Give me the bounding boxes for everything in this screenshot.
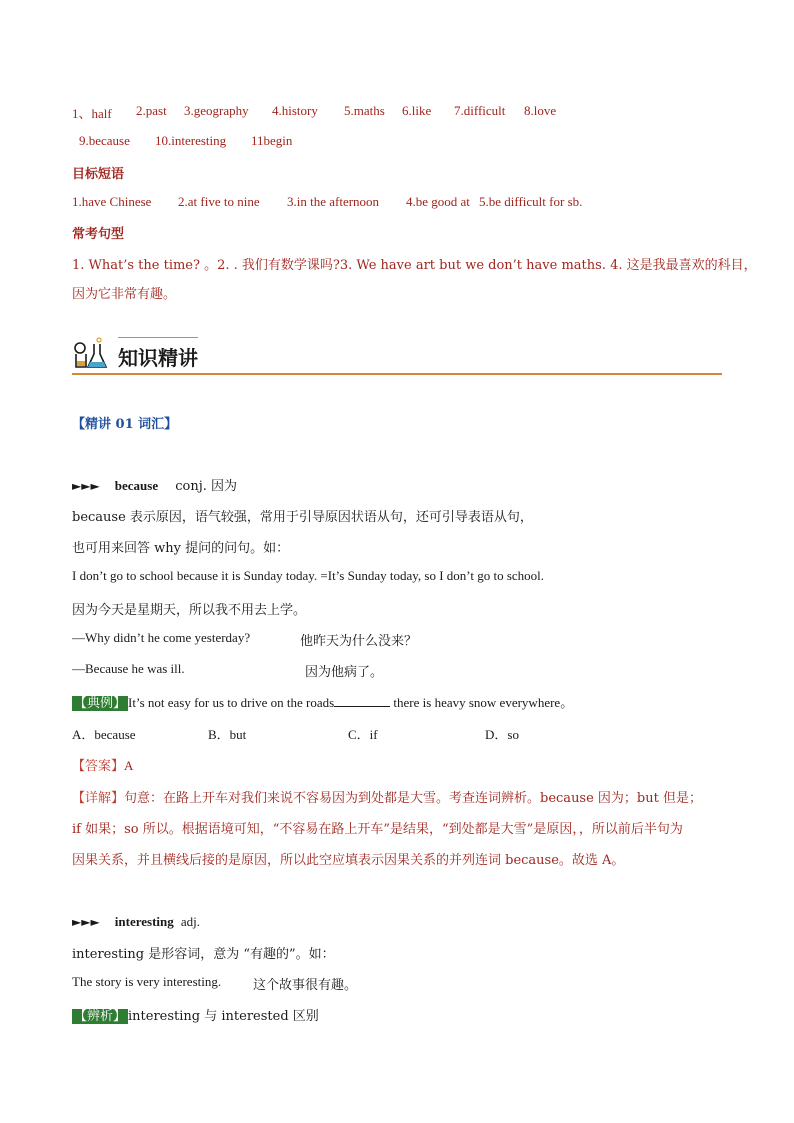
dialogue-line-2: —Because he was ill. [72,661,185,676]
option-b: B．but [208,727,247,742]
example-tag: 【典例】 [74,696,127,711]
detail-line-1 [72,787,702,806]
sentences-line-1: 1. What’s the time? 。2. . 我们有数学课吗?3. We have art but we don’t have maths. 4. 这是我最喜欢的科目， [72,258,757,273]
word-item: 8.love [524,103,557,118]
answer-tag: 【答案】 [72,759,125,774]
analysis-text: interesting 与 interested 区别 [128,1009,319,1024]
entry-word: interesting [114,914,174,929]
dialogue-line-1: —Why didn’t he come yesterday? [72,630,251,645]
example-sentence: I don’t go to school because it is Sunday today. =It’s Sunday today, so I don’t go to school. [72,568,545,583]
phrase-item: 2.at five to nine [178,194,260,209]
title-overline [118,337,198,338]
word-item: 5.maths [344,103,385,118]
word-item: 4.history [272,103,318,118]
word-item: 9.because [79,133,130,148]
entry-header-because [72,475,237,494]
entry-word: because [114,478,159,493]
word-item: 10.interesting [155,133,227,148]
lesson-heading: 【精讲 01 词汇】 [72,417,178,432]
arrow-bullet-icon: ►►► [72,915,100,929]
detail-line-2: if 如果；so 所以。根据语境可知，“不容易在路上开车”是结果，“到处都是大雪”是原因，，所以前后半句为 [72,822,683,837]
question-stem-end: there is heavy snow everywhere。 [390,695,574,710]
arrow-bullet-icon: ►►► [72,479,100,493]
entry-desc-1: because 表示原因，语气较强，常用于引导原因状语从句，还可引导表语从句， [72,510,533,525]
section-title: 知识精讲 [118,346,198,370]
example-translation: 因为今天是星期天，所以我不用去上学。 [72,603,307,618]
sentences-line-2: 因为它非常有趣。 [72,287,177,302]
answer-value: A [124,758,134,773]
example-translation: 这个故事很有趣。 [253,978,358,993]
option-d: D．so [485,727,519,742]
phrase-item: 5.be difficult for sb. [479,194,583,209]
word-item: 7.difficult [454,103,506,118]
question-stem: It’s not easy for us to drive on the roads [128,695,335,710]
phrase-item: 4.be good at [406,194,470,209]
entry-desc-2: 也可用来回答 why 提问的问句。如： [72,541,290,556]
detail-text-1: 句意：在路上开车对我们来说不容易因为到处都是大雪。考查连词辨析。because 因为；but 但是； [124,791,702,806]
entry-pos: conj. 因为 [175,479,237,494]
word-item: 6.like [402,103,432,118]
dialogue-translation-1: 他昨天为什么没来？ [300,634,418,649]
word-item: 11begin [251,133,293,148]
lab-flask-icon [72,334,108,370]
sentences-heading: 常考句型 [72,227,125,242]
word-item: 1、half [72,106,112,121]
analysis-line [72,1005,319,1024]
phrase-item: 3.in the afternoon [287,194,380,209]
example-question [72,692,573,711]
entry-desc: interesting 是形容词，意为 “有趣的”。如： [72,947,335,962]
example-sentence: The story is very interesting. [72,974,222,989]
analysis-tag: 【辨析】 [74,1009,127,1024]
detail-tag: 【详解】 [72,791,125,806]
dialogue-translation-2: 因为他病了。 [305,665,384,680]
word-item: 3.geography [184,103,249,118]
phrase-item: 1.have Chinese [72,194,152,209]
word-item: 2.past [136,103,167,118]
entry-header-interesting [72,911,200,930]
detail-line-3: 因果关系，并且横线后接的是原因，所以此空应填表示因果关系的并列连词 because。故选 A。 [72,853,625,868]
phrases-heading: 目标短语 [72,167,125,182]
option-c: C．if [348,727,378,742]
answer-line [72,755,133,774]
entry-pos: adj. [180,914,200,929]
answer-blank [334,705,390,707]
option-a: A．because [72,727,136,742]
section-divider [72,373,722,375]
